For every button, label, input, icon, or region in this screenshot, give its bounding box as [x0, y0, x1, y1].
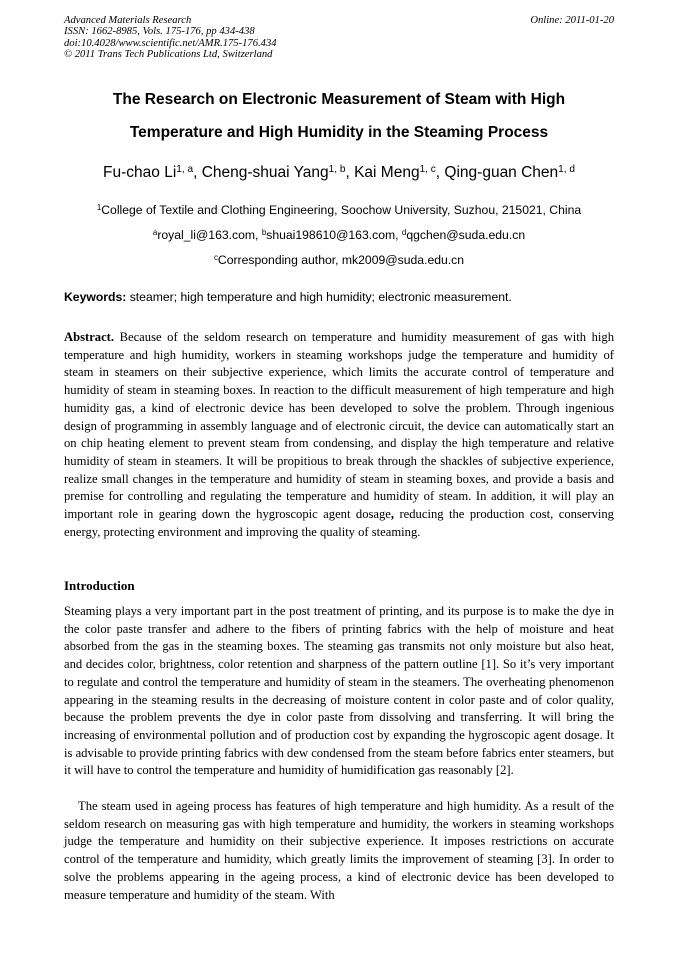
- keywords: [64, 290, 616, 304]
- author-name: Cheng-shuai Yang: [201, 164, 329, 181]
- abstract-label: Abstract.: [64, 330, 115, 344]
- journal-header: [64, 15, 277, 61]
- corresponding-text: Corresponding author, mk2009@suda.edu.cn: [217, 253, 465, 267]
- intro-paragraph-2: The steam used in ageing process has features of high temperature and high humidity. As a result of the seldom research on measuring gas with high temperature and humidity, the workers in steaming workshops judge the temperature and humidity on their subjective experience. It imposes restrictions on accurate control of the temperature and humidity, which greatly limits the improvement of steaming [3]. In order to solve the problems appearing in the ageing process, a kind of electronic device has been developed to measure temperature and humidity of the steam. With: [64, 799, 614, 902]
- author-sup: 1, b: [328, 163, 346, 175]
- email-sup: a: [152, 228, 158, 238]
- author-name: Qing-guan Chen: [444, 164, 559, 181]
- author-sup: 1, d: [558, 163, 575, 175]
- affiliation-text: College of Textile and Clothing Engineering, Soochow University, Suzhou, 215021, China: [101, 203, 582, 217]
- online-date: Online: 2011-01-20: [530, 15, 614, 26]
- author-sup: 1, c: [419, 163, 436, 175]
- keywords-label: Keywords:: [64, 290, 127, 304]
- section-heading-introduction: Introduction: [64, 578, 135, 593]
- email-sup: d: [401, 228, 407, 238]
- email-sup: b: [261, 228, 267, 238]
- author-sep: ,: [435, 164, 445, 181]
- abstract: [64, 329, 614, 541]
- email-text: royal_li@163.com,: [157, 228, 262, 242]
- corresponding-author: [64, 253, 614, 267]
- paper-title-line-2: Temperature and High Humidity in the Steaming Process: [129, 124, 549, 141]
- author-sep: ,: [193, 164, 202, 181]
- author-name: Fu-chao Li: [103, 164, 177, 181]
- paper-title-line-1: The Research on Electronic Measurement of Steam with High: [112, 91, 566, 108]
- journal-copyright: © 2011 Trans Tech Publications Ltd, Switzerland: [64, 49, 273, 61]
- author-name: Kai Meng: [354, 164, 420, 181]
- corresponding-sup: c: [213, 253, 218, 263]
- author-sep: ,: [345, 164, 355, 181]
- affiliation-sup: 1: [96, 203, 102, 213]
- author-emails: [64, 228, 614, 242]
- author-list: [64, 164, 614, 182]
- email-text: qgchen@suda.edu.cn: [406, 228, 526, 242]
- abstract-text: Because of the seldom research on temperature and humidity measurement of gas with high temperature and high humidity, workers in steaming workshops judge the temperature and humidity of steam in steamers on their subjective experience, which limits the accurate control of temperature and humidity of steam in steaming boxes. In reaction to the difficult measurement of high temperature and high humidity gas, a kind of electronic device has been developed to solve the problem. Through ingenious design of programming in assembly language and of electronic circuit, the device can automatically start an on chip heating element to prevent steam from condensing, and display the high temperature and relative humidity of steam in steamers. It will be propitious to break through the shackles of subjective experience, realize small changes in the temperature and humidity of steam in steaming boxes, and provide a basis and premise for controlling and regulating the temperature and humidity of steam. In addition, it will play an important role in gearing down the hygroscopic agent dosage: [64, 330, 614, 522]
- keywords-text: steamer; high temperature and high humidity; electronic measurement.: [126, 290, 512, 304]
- journal-doi: doi:10.4028/www.scientific.net/AMR.175-176.434: [64, 37, 277, 49]
- email-text: shuai198610@163.com,: [266, 228, 402, 242]
- journal-issn: ISSN: 1662-8985, Vols. 175-176, pp 434-438: [64, 26, 255, 38]
- abstract-bold-comma: ,: [390, 507, 395, 522]
- author-sup: 1, a: [176, 163, 194, 175]
- journal-name: Advanced Materials Research: [64, 15, 192, 26]
- abstract-text-end: reducing the production cost, conserving energy, protecting environment and improving the quality of steaming.: [64, 507, 614, 539]
- intro-paragraph-1: Steaming plays a very important part in the post treatment of printing, and its purpose is to make the dye in the color paste transfer and adhere to the fibers of printing fabrics with the help of moisture and heat absorbed from the gas in the steaming boxes. The steaming gas transmits not only moisture but also heat, and decides color, brightness, color retention and sharpness of the pattern outline [1]. So it’s very important to regulate and control the temperature and humidity of steam in the steamers. The overheating phenomenon appearing in the steaming results in the decreasing of moisture content in color paste and of color quality, because the problem prevents the dye in color paste from dissolving and transferring. It will bring the increasing of environmental pollution and of production cost by expanding the hygroscopic agent dosage. It is advisable to provide printing fabrics with dew condensed from the steam before fabrics enter steamers, but it will have to control the temperature and humidity of humidification gas reasonably [2].: [64, 604, 614, 778]
- affiliation: [64, 203, 614, 217]
